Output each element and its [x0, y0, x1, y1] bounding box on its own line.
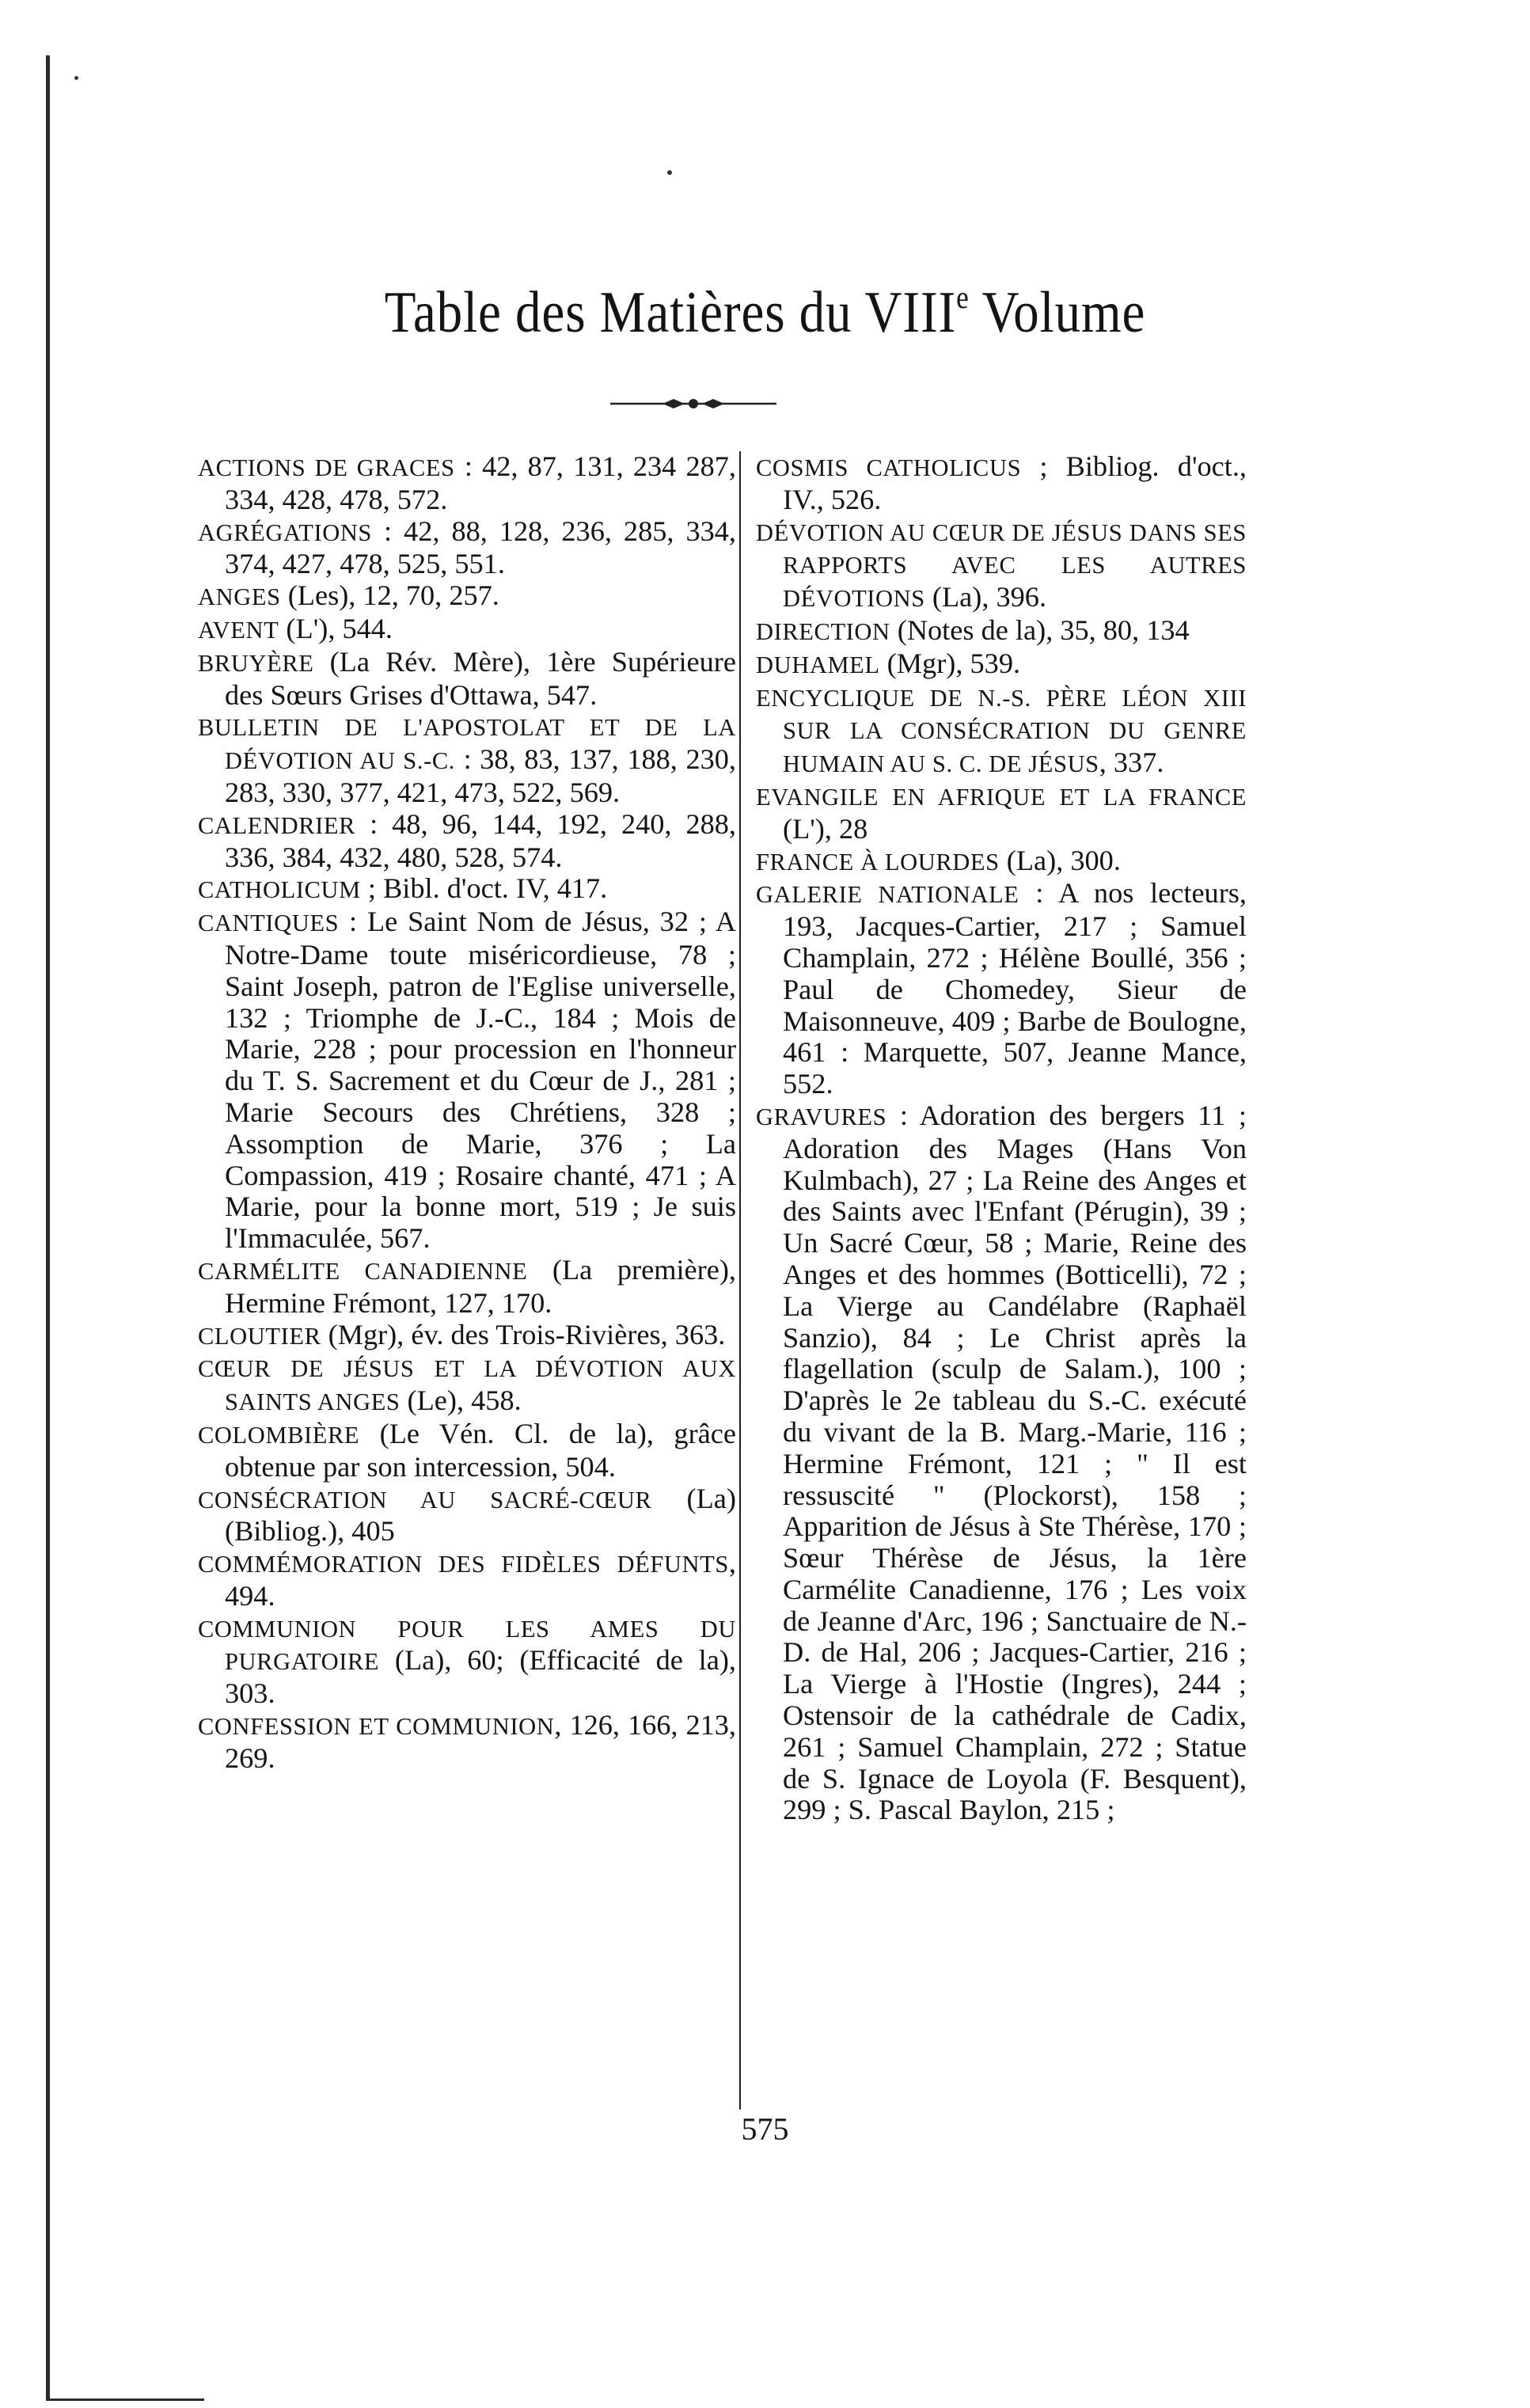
index-entry: [198, 1255, 736, 1320]
entry-references: (Notes de la), 35, 80, 134: [890, 613, 1190, 646]
index-column-right: [756, 451, 1247, 1826]
entry-references: (La Rév. Mère), 1ère Supérieure des Sœurs Grises d'Ottawa, 547.: [225, 645, 736, 711]
index-entry: [756, 648, 1247, 682]
title-main: Table des Matières du VIII: [384, 280, 957, 345]
index-entry: [756, 845, 1247, 879]
entry-references: , 126, 166, 213, 269.: [225, 1709, 736, 1774]
entry-references: (Les), 12, 70, 257.: [280, 579, 499, 612]
index-entry: [198, 711, 736, 808]
entry-references: : Adoration des bergers 11 ; Adoration des Mages (Hans Von Kulmbach), 27 ; La Reine des Anges et des Saints avec l'Enfant (Pérugin), 39 ; Un Sacré Cœur, 58 ; Marie, Reine des Anges et des hommes (Botticelli), 72 ; La Vierge au Candélabre (Raphaël Sanzio), 84 ; Le Christ après la flagellation (sculp de Salam.), 100 ; D'après le 2e tableau du S.-C. exécuté du vivant de la B. Marg.-Marie, 116 ; Hermine Frémont, 121 ; " Il est ressuscité " (Plockorst), 158 ; Apparition de Jésus à Ste Thérèse, 170 ; Sœur Thérèse de Jésus, la 1ère Carmélite Canadienne, 176 ; Les voix de Jeanne d'Arc, 196 ; Sanctuaire de N.-D. de Hal, 206 ; Jacques-Cartier, 216 ; La Vierge à l'Hostie (Ingres), 244 ; Ostensoir de la cathédrale de Cadix, 261 ; Samuel Champlain, 272 ; Statue de S. Ignace de Loyola (F. Besquent), 299 ; S. Pascal Baylon, 215 ;: [783, 1099, 1247, 1826]
entry-heading: ENCYCLIQUE DE N.-S. PÈRE LÉON XIII SUR LA CONSÉCRATION DU GENRE HUMAIN AU S. C. DE JÉSUS: [756, 684, 1247, 778]
entry-references: : A nos lecteurs, 193, Jacques-Cartier, 217 ; Samuel Champlain, 272 ; Hélène Boullé, 356 ; Paul de Chomedey, Sieur de Maisonneuve, 409 ; Barbe de Boulogne, 461 : Marquette, 507, Jeanne Mance, 552.: [783, 877, 1247, 1100]
entry-references: (La), 396.: [924, 581, 1047, 613]
title-ornament: [610, 398, 776, 409]
index-entry: [198, 1612, 736, 1710]
entry-heading: DUHAMEL: [756, 651, 880, 678]
title-superscript: e: [956, 279, 970, 315]
entry-references: , 337.: [1099, 746, 1164, 779]
page-title: [92, 279, 1438, 347]
entry-references: (La), 300.: [999, 844, 1121, 876]
entry-heading: AVENT: [198, 616, 279, 644]
entry-references: : 42, 87, 131, 234 287, 334, 428, 478, 572.: [225, 450, 736, 515]
entry-heading: DIRECTION: [756, 617, 890, 645]
entry-references: (Le), 458.: [400, 1384, 522, 1417]
binding-edge: [46, 55, 50, 2399]
ink-speck: [667, 170, 672, 175]
entry-references: : 42, 88, 128, 236, 285, 334, 374, 427, 478, 525, 551.: [225, 515, 736, 580]
index-entry: [756, 781, 1247, 845]
entry-heading: AGRÉGATIONS: [198, 518, 372, 546]
index-entry: [198, 613, 736, 647]
entry-heading: GRAVURES: [756, 1103, 887, 1130]
entry-heading: CATHOLICUM: [198, 876, 361, 904]
entry-heading: CALENDRIER: [198, 811, 356, 839]
entry-references: ; Bibliog. d'oct., IV., 526.: [783, 450, 1247, 515]
index-column-left: [198, 451, 736, 1775]
entry-heading: GALERIE NATIONALE: [756, 881, 1019, 909]
entry-heading: BRUYÈRE: [198, 649, 314, 677]
entry-heading: COMMUNION POUR LES AMES DU PURGATOIRE: [198, 1615, 736, 1676]
index-entry: [198, 1548, 736, 1612]
index-entry: [198, 906, 736, 1255]
entry-references: : Le Saint Nom de Jésus, 32 ; A Notre-Dame toute miséricordieuse, 78 ; Saint Joseph, patron de l'Eglise universelle, 132 ; Triomphe de J.-C., 184 ; Mois de Marie, 228 ; pour procession en l'honneur du T. S. Sacrement et du Cœur de J., 281 ; Marie Secours des Chrétiens, 328 ; Assomption de Marie, 376 ; La Compassion, 419 ; Rosaire chanté, 471 ; A Marie, pour la bonne mort, 519 ; Je suis l'Immaculée, 567.: [225, 906, 736, 1255]
entry-heading: EVANGILE EN AFRIQUE ET LA FRANCE: [756, 783, 1247, 811]
index-entry: [198, 647, 736, 712]
entry-references: : 48, 96, 144, 192, 240, 288, 336, 384, 432, 480, 528, 574.: [225, 807, 736, 873]
entry-references: , 494.: [225, 1547, 736, 1612]
ink-speck: [74, 76, 78, 80]
entry-references: (L'), 544.: [279, 612, 393, 644]
entry-references: (La) (Bibliog.), 405: [225, 1482, 736, 1548]
entry-references: : 38, 83, 137, 188, 230, 283, 330, 377, 421, 473, 522, 569.: [225, 743, 736, 808]
entry-heading: COMMÉMORATION DES FIDÈLES DÉFUNTS: [198, 1551, 729, 1578]
entry-heading: COLOMBIÈRE: [198, 1421, 360, 1449]
index-entry: [198, 809, 736, 874]
index-entry: [198, 1483, 736, 1548]
index-entry: [198, 580, 736, 613]
entry-references: (La), 60; (Efficacité de la), 303.: [225, 1644, 736, 1710]
entry-heading: CŒUR DE JÉSUS ET LA DÉVOTION AUX SAINTS ANGES: [198, 1355, 736, 1416]
entry-references: (Mgr), év. des Trois-Rivières, 363.: [321, 1318, 726, 1350]
entry-references: (Le Vén. Cl. de la), grâce obtenue par son intercession, 504.: [225, 1417, 736, 1483]
entry-references: (L'), 28: [783, 812, 868, 845]
entry-heading: BULLETIN DE L'APOSTOLAT ET DE LA DÉVOTION AU S.-C.: [198, 714, 736, 775]
index-entry: [198, 1352, 736, 1419]
entry-heading: CLOUTIER: [198, 1322, 321, 1350]
entry-heading: CONSÉCRATION AU SACRÉ-CŒUR: [198, 1486, 652, 1514]
entry-heading: CARMÉLITE CANADIENNE: [198, 1257, 528, 1285]
index-entry: [198, 1320, 736, 1353]
index-entry: [198, 451, 736, 516]
index-entry: [756, 615, 1247, 648]
entry-references: ; Bibl. d'oct. IV, 417.: [360, 872, 608, 905]
index-entry: [756, 516, 1247, 615]
index-entry: [756, 878, 1247, 1100]
entry-heading: ACTIONS DE GRACES: [198, 454, 455, 481]
column-divider: [739, 451, 741, 2110]
entry-heading: COSMIS CATHOLICUS: [756, 454, 1022, 481]
entry-heading: CANTIQUES: [198, 910, 340, 937]
entry-heading: CONFESSION ET COMMUNION: [198, 1713, 555, 1741]
entry-references: (La première), Hermine Frémont, 127, 170.: [225, 1253, 736, 1319]
entry-heading: ANGES: [198, 583, 281, 611]
title-tail: Volume: [969, 280, 1146, 345]
entry-heading: FRANCE À LOURDES: [756, 848, 1000, 875]
entry-heading: DÉVOTION AU CŒUR DE JÉSUS DANS SES RAPPORTS AVEC LES AUTRES DÉVOTIONS: [756, 518, 1247, 613]
index-entry: [756, 682, 1247, 781]
index-entry: [198, 873, 736, 906]
page-number: 575: [741, 2111, 789, 2147]
index-entry: [198, 1419, 736, 1483]
index-entry: [198, 1710, 736, 1775]
index-entry: [198, 516, 736, 581]
binding-edge-foot: [46, 2399, 204, 2401]
index-entry: [756, 1100, 1247, 1826]
entry-references: (Mgr), 539.: [879, 647, 1021, 679]
index-entry: [756, 451, 1247, 516]
